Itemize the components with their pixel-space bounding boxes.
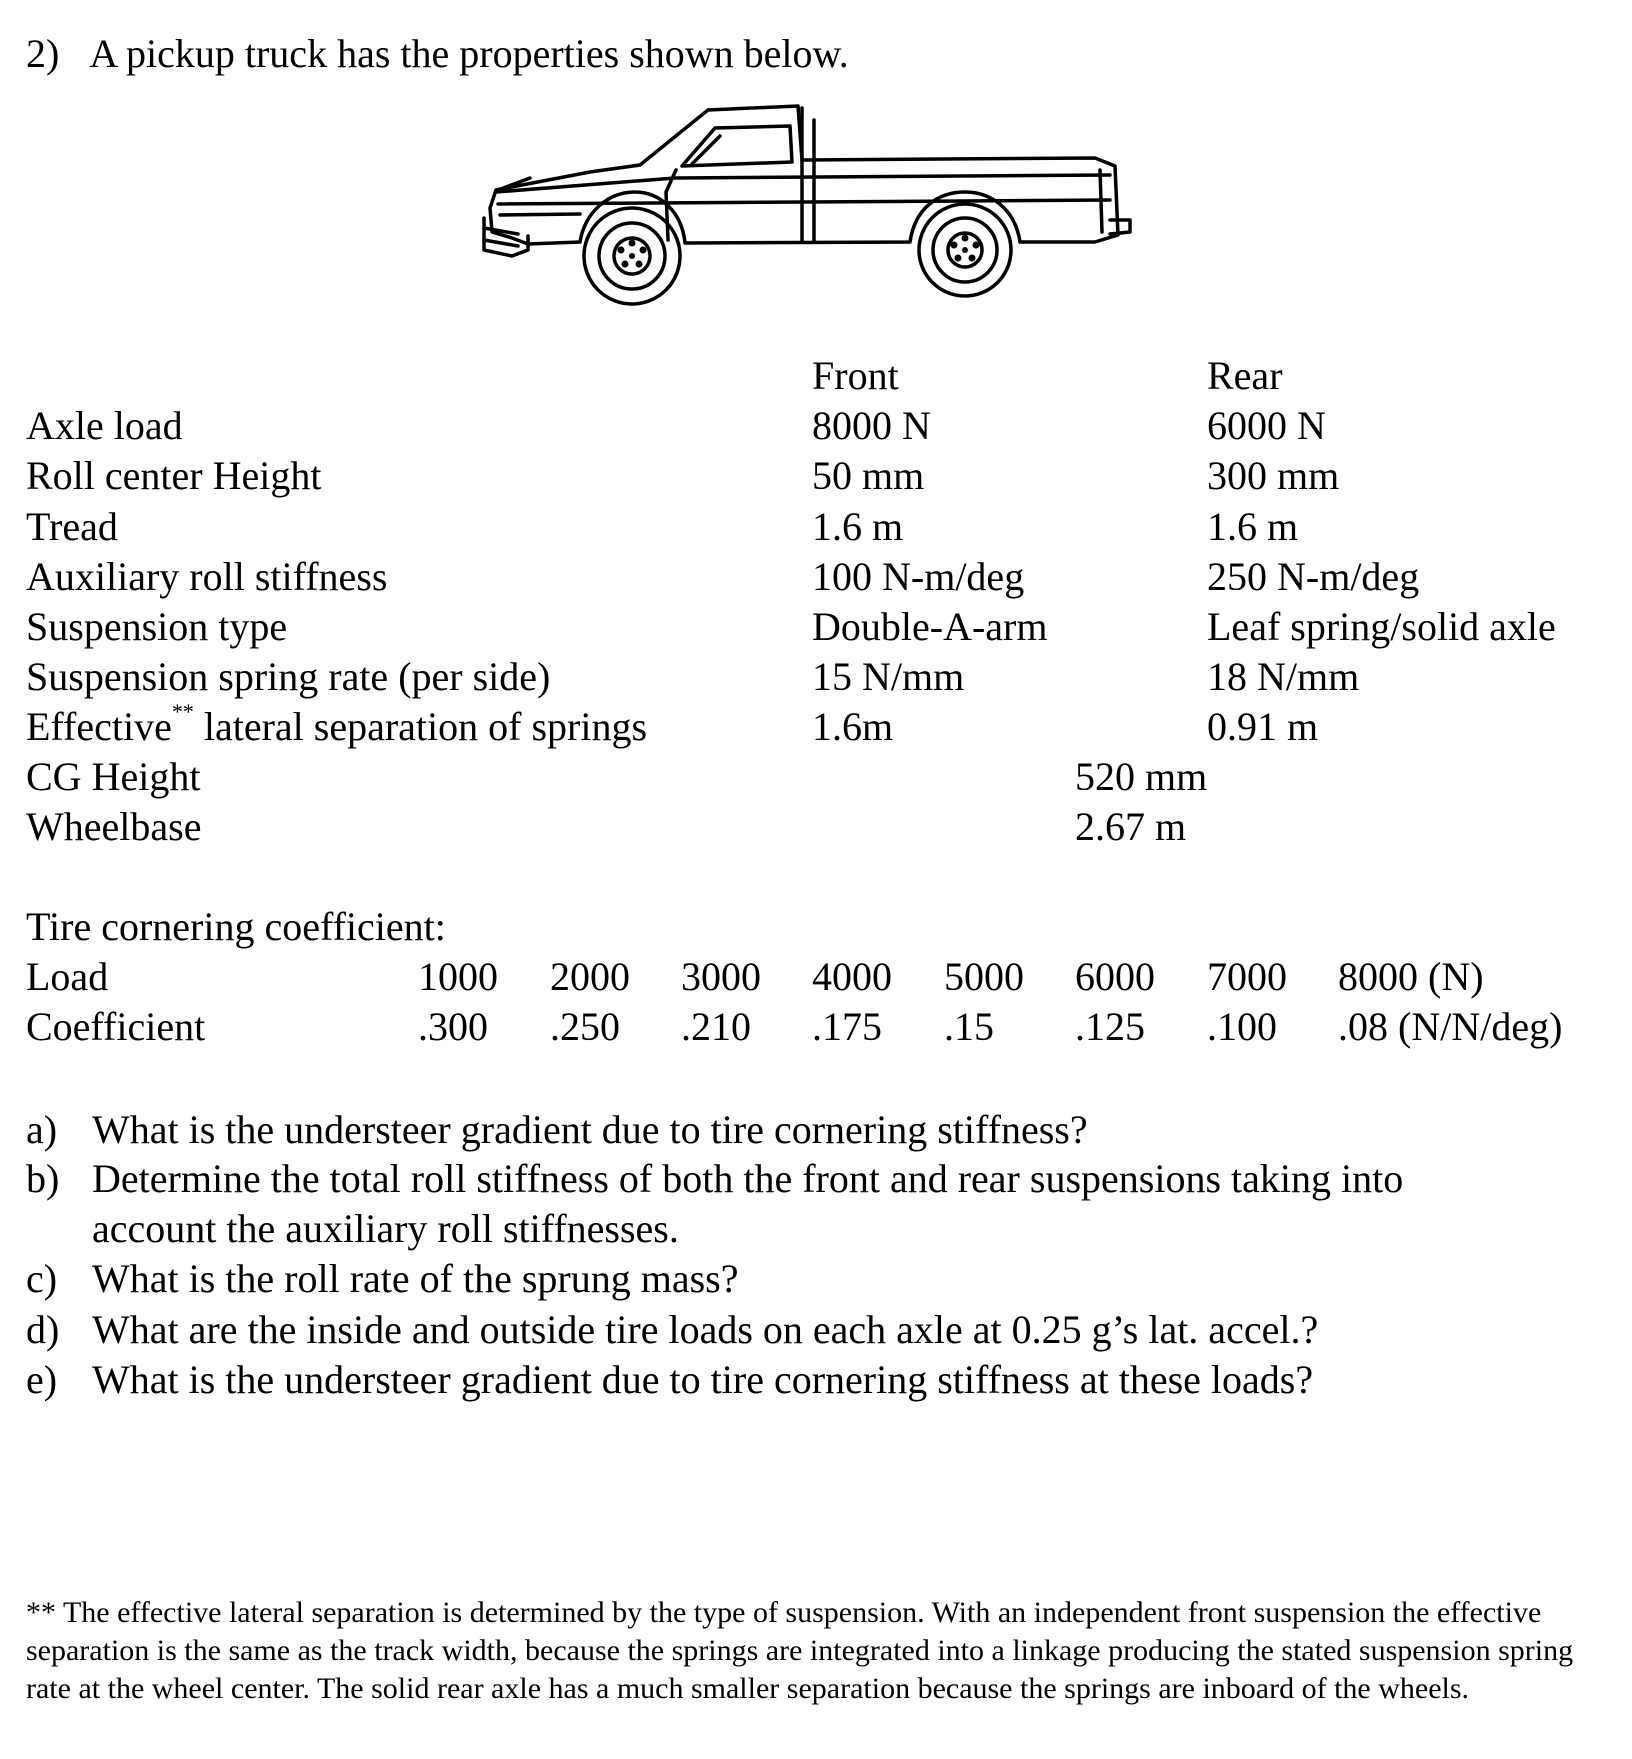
row-front-value: 100 N-m/deg xyxy=(812,554,1025,599)
tire-load-label: Load xyxy=(26,954,109,999)
tire-coef-value: .210 xyxy=(681,1004,751,1049)
tire-load-value: 4000 xyxy=(812,954,892,999)
row-label xyxy=(26,699,648,751)
question-text: What is the roll rate of the sprung mass? xyxy=(92,1256,739,1301)
footnote-marker: ** xyxy=(171,699,194,724)
problem-intro: A pickup truck has the properties shown below. xyxy=(89,31,849,76)
row-label: Auxiliary roll stiffness xyxy=(26,554,388,599)
row-rear-value: 6000 N xyxy=(1207,403,1326,448)
pickup-truck-icon xyxy=(470,100,1160,345)
tire-load-value: 3000 xyxy=(681,954,761,999)
row-front-value: Double-A-arm xyxy=(812,604,1048,649)
label-part: lateral separation of springs xyxy=(193,704,648,749)
tire-load-value: 8000 (N) xyxy=(1338,954,1484,999)
row-rear-value: Leaf spring/solid axle xyxy=(1207,604,1556,649)
row-rear-value: 250 N-m/deg xyxy=(1207,554,1420,599)
question-text: What is the understeer gradient due to tire cornering stiffness at these loads? xyxy=(92,1357,1314,1402)
row-label: Tread xyxy=(26,504,118,549)
tire-load-value: 6000 xyxy=(1075,954,1155,999)
question-letter: e) xyxy=(26,1357,58,1402)
tire-load-value: 5000 xyxy=(944,954,1024,999)
question-text: What are the inside and outside tire loads on each axle at 0.25 g’s lat. accel.? xyxy=(92,1307,1319,1352)
row-label: Suspension spring rate (per side) xyxy=(26,654,551,699)
row-rear-value: 1.6 m xyxy=(1207,504,1299,549)
question-text: What is the understeer gradient due to tire cornering stiffness? xyxy=(92,1107,1088,1152)
tire-coef-value: .250 xyxy=(550,1004,620,1049)
tire-coef-value: .08 (N/N/deg) xyxy=(1338,1004,1563,1049)
row-label: Suspension type xyxy=(26,604,288,649)
label-part: Effective xyxy=(26,704,172,749)
tire-coef-value: .15 xyxy=(944,1004,994,1049)
question-text: Determine the total roll stiffness of both the front and rear suspensions taking into xyxy=(92,1156,1404,1201)
problem-title xyxy=(26,30,849,78)
row-rear-value: 0.91 m xyxy=(1207,704,1319,749)
header-rear: Rear xyxy=(1207,353,1283,398)
problem-number: 2) xyxy=(26,31,60,76)
row-rear-value: 300 mm xyxy=(1207,453,1340,498)
question-letter: a) xyxy=(26,1107,58,1152)
question-text: account the auxiliary roll stiffnesses. xyxy=(92,1206,679,1251)
row-front-value: 8000 N xyxy=(812,403,931,448)
header-front: Front xyxy=(812,353,899,398)
tire-load-value: 7000 xyxy=(1207,954,1287,999)
question-letter: b) xyxy=(26,1156,60,1201)
row-shared-value: 520 mm xyxy=(1075,754,1208,799)
row-label: Axle load xyxy=(26,403,183,448)
row-label: Roll center Height xyxy=(26,453,322,498)
row-label: CG Height xyxy=(26,754,201,799)
tire-coef-value: .100 xyxy=(1207,1004,1277,1049)
row-shared-value: 2.67 m xyxy=(1075,804,1187,849)
row-front-value: 1.6m xyxy=(812,704,894,749)
footnote: ** The effective lateral separation is determined by the type of suspension. With an independent front suspension the effective separation is the same as the track width, because the springs are integrated into a linkage producing the stated suspension spring rate at the wheel center. The solid rear axle has a much smaller separation because the springs are inboard of the wheels. xyxy=(26,1596,1574,1705)
question-letter: d) xyxy=(26,1307,60,1352)
row-front-value: 50 mm xyxy=(812,453,925,498)
tire-heading: Tire cornering coefficient: xyxy=(26,904,446,949)
row-front-value: 1.6 m xyxy=(812,504,904,549)
tire-coef-value: .175 xyxy=(812,1004,882,1049)
question-letter: c) xyxy=(26,1256,58,1301)
tire-coef-value: .125 xyxy=(1075,1004,1145,1049)
tire-coef-value: .300 xyxy=(418,1004,488,1049)
row-front-value: 15 N/mm xyxy=(812,654,965,699)
row-rear-value: 18 N/mm xyxy=(1207,654,1360,699)
row-label: Wheelbase xyxy=(26,804,202,849)
tire-load-value: 1000 xyxy=(418,954,498,999)
tire-coef-label: Coefficient xyxy=(26,1004,206,1049)
tire-load-value: 2000 xyxy=(550,954,630,999)
